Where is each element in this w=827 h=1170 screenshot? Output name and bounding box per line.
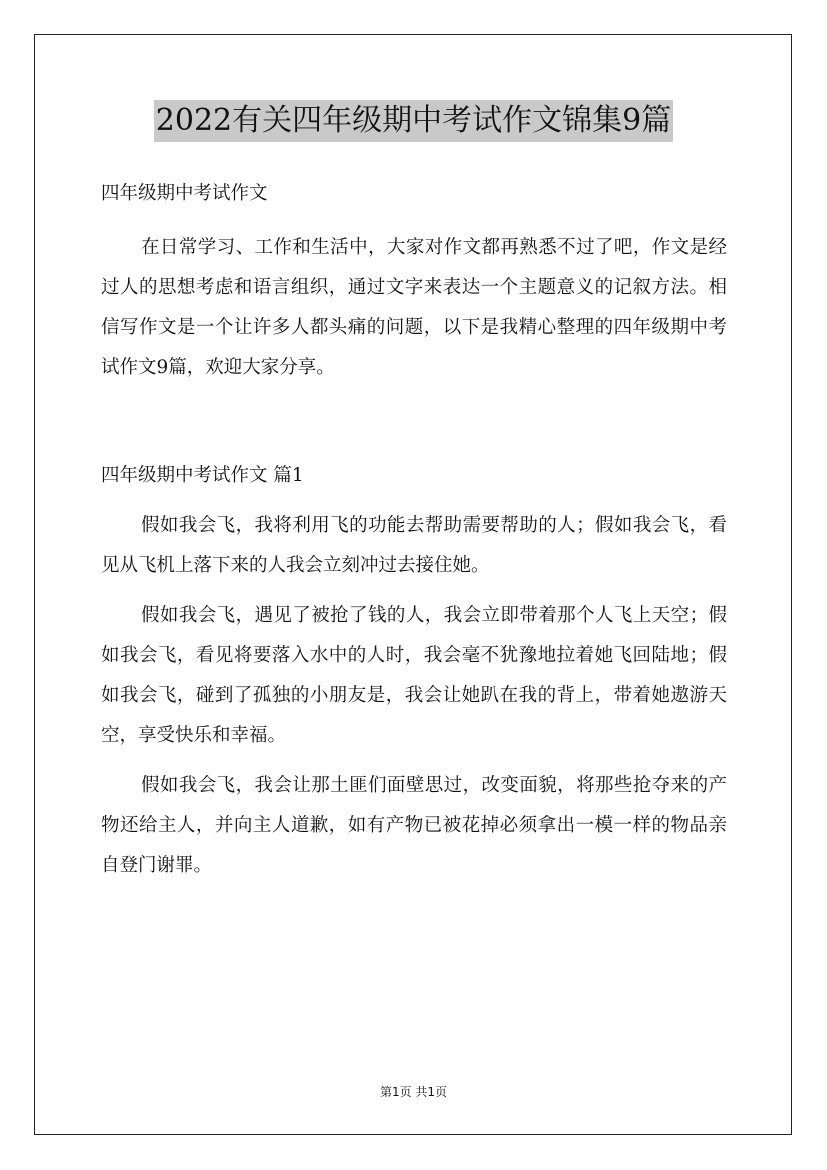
section-paragraph-1: 假如我会飞，我将利用飞的功能去帮助需要帮助的人；假如我会飞，看见从飞机上落下来的人我会立刻冲过去接住她。 [101, 515, 727, 576]
section-paragraph-3: 假如我会飞，我会让那土匪们面壁思过，改变面貌，将那些抢夺来的产物还给主人，并向主人道歉，如有产物已被花掉必须拿出一模一样的物品亲自登门谢罪。 [101, 775, 727, 876]
document-title: 2022有关四年级期中考试作文锦集9篇 [154, 100, 673, 142]
title-wrap [0, 100, 827, 142]
section-paragraph-2: 假如我会飞，遇见了被抢了钱的人，我会立即带着那个人飞上天空；假如我会飞，看见将要落入水中的人时，我会毫不犹豫地拉着她飞回陆地；假如我会飞，碰到了孤独的小朋友是，我会让她趴在我的背上，带着她遨游天空，享受快乐和幸福。 [101, 605, 727, 746]
section-heading: 四年级期中考试作文 篇1 [101, 465, 304, 486]
intro-paragraph: 在日常学习、工作和生活中，大家对作文都再熟悉不过了吧，作文是经过人的思想考虑和语言组织，通过文字来表达一个主题意义的记叙方法。相信写作文是一个让许多人都头痛的问题，以下是我精心整理的四年级期中考试作文9篇，欢迎大家分享。 [101, 237, 727, 378]
page-footer [0, 1083, 827, 1100]
intro-heading: 四年级期中考试作文 [101, 183, 268, 204]
document-body [101, 174, 727, 886]
page-number: 第1页 共1页 [379, 1085, 448, 1099]
